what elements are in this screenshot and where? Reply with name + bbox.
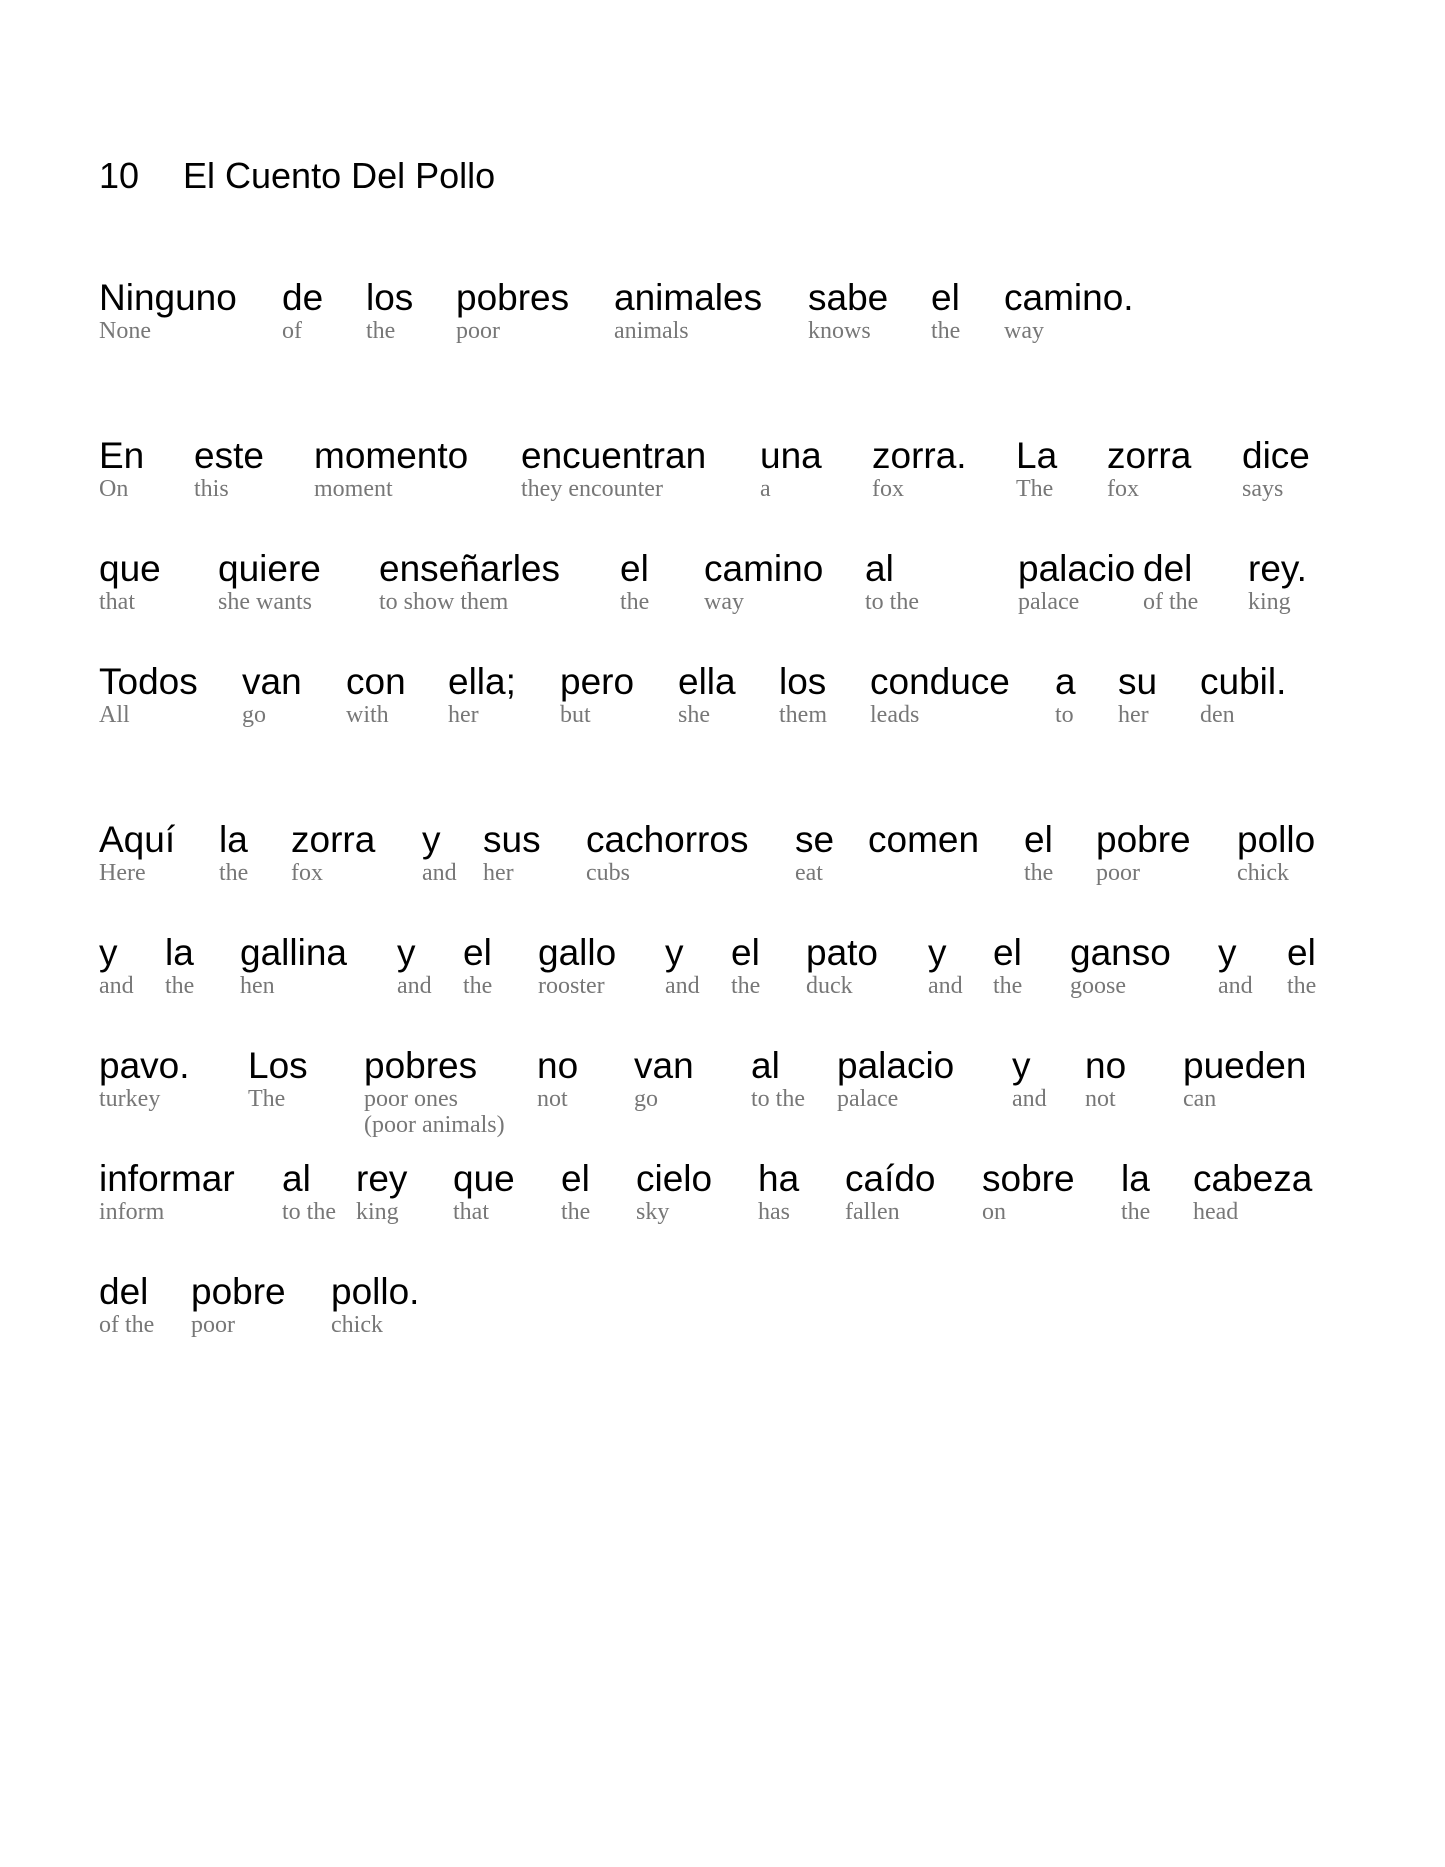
text-line — [0, 1272, 1445, 1352]
english-gloss: on — [982, 1199, 1006, 1225]
word-pair — [99, 820, 175, 886]
spanish-word: rey — [356, 1158, 408, 1199]
word-pair — [248, 1046, 308, 1112]
english-gloss: the — [366, 318, 396, 344]
spanish-word: camino — [704, 548, 824, 589]
english-gloss: the — [931, 318, 961, 344]
word-pair — [1107, 436, 1191, 502]
word-pair — [1193, 1159, 1312, 1225]
spanish-word: caído — [845, 1158, 936, 1199]
english-gloss: and — [1218, 973, 1253, 999]
word-pair — [483, 820, 541, 886]
text-line — [0, 1159, 1445, 1239]
word-pair — [99, 1272, 154, 1338]
text-line — [0, 820, 1445, 900]
word-pair — [1287, 933, 1316, 999]
spanish-word: rey. — [1248, 548, 1307, 589]
english-gloss: the — [1287, 973, 1317, 999]
english-gloss: way — [704, 589, 744, 615]
english-gloss: goose — [1070, 973, 1126, 999]
english-gloss: chick — [331, 1312, 383, 1338]
spanish-word: y — [1012, 1045, 1031, 1086]
word-pair — [837, 1046, 954, 1112]
spanish-word: gallo — [538, 932, 617, 973]
spanish-word: y — [1218, 932, 1237, 973]
english-gloss: that — [99, 589, 135, 615]
spanish-word: cachorros — [586, 819, 749, 860]
spanish-word: el — [561, 1158, 590, 1199]
english-gloss: she — [678, 702, 710, 728]
spanish-word: a — [1055, 661, 1076, 702]
word-pair — [1070, 933, 1171, 999]
word-pair — [1024, 820, 1053, 886]
spanish-word: cubil. — [1200, 661, 1287, 702]
spanish-word: los — [779, 661, 827, 702]
spanish-word: el — [620, 548, 649, 589]
spanish-word: palacio — [1018, 548, 1136, 589]
word-pair — [634, 1046, 694, 1112]
spanish-word: este — [194, 435, 264, 476]
english-gloss: the — [219, 860, 249, 886]
english-gloss: but — [560, 702, 591, 728]
spanish-word: el — [1024, 819, 1053, 860]
word-pair — [314, 436, 468, 502]
english-gloss: hen — [240, 973, 275, 999]
spanish-word: no — [1085, 1045, 1127, 1086]
word-pair — [99, 933, 134, 999]
word-pair — [291, 820, 375, 886]
english-gloss: None — [99, 318, 151, 344]
word-pair — [614, 278, 762, 344]
spanish-word: ha — [758, 1158, 800, 1199]
spanish-word: el — [463, 932, 492, 973]
english-gloss: poor ones — [364, 1086, 458, 1112]
spanish-word: comen — [868, 819, 980, 860]
english-gloss: the — [731, 973, 761, 999]
spanish-word: zorra. — [872, 435, 967, 476]
spanish-word: encuentran — [521, 435, 707, 476]
word-pair — [1085, 1046, 1126, 1112]
spanish-word: el — [1287, 932, 1316, 973]
word-pair — [808, 278, 888, 344]
word-pair — [795, 820, 834, 886]
spanish-word: no — [537, 1045, 579, 1086]
word-pair — [868, 820, 979, 886]
english-gloss: of — [282, 318, 302, 344]
english-gloss: to the — [282, 1199, 336, 1225]
english-gloss: to show them — [379, 589, 509, 615]
english-gloss: not — [537, 1086, 568, 1112]
english-gloss: The — [248, 1086, 286, 1112]
spanish-word: pato — [806, 932, 879, 973]
word-pair — [561, 1159, 590, 1225]
word-pair — [1118, 662, 1157, 728]
word-pair — [99, 1046, 190, 1112]
word-pair — [242, 662, 302, 728]
english-gloss: they encounter — [521, 476, 663, 502]
english-gloss: fallen — [845, 1199, 900, 1225]
spanish-word: pero — [560, 661, 635, 702]
english-gloss: of the — [1143, 589, 1199, 615]
spanish-word: cabeza — [1193, 1158, 1313, 1199]
word-pair — [282, 1159, 336, 1225]
spanish-word: quiere — [218, 548, 321, 589]
word-pair — [99, 1159, 235, 1225]
word-pair — [99, 436, 144, 502]
english-gloss: go — [242, 702, 266, 728]
english-gloss: and — [1012, 1086, 1047, 1112]
spanish-word: zorra — [1107, 435, 1192, 476]
word-pair — [560, 662, 634, 728]
english-gloss: them — [779, 702, 827, 728]
spanish-word: se — [795, 819, 835, 860]
english-gloss: den — [1200, 702, 1235, 728]
spanish-word: cielo — [636, 1158, 713, 1199]
word-pair — [779, 662, 827, 728]
page-number: 10 — [99, 155, 140, 196]
english-gloss: fox — [291, 860, 323, 886]
spanish-word: del — [1143, 548, 1193, 589]
english-gloss: way — [1004, 318, 1044, 344]
word-pair — [931, 278, 960, 344]
english-gloss: Here — [99, 860, 146, 886]
word-pair — [586, 820, 748, 886]
english-gloss: rooster — [538, 973, 605, 999]
spanish-word: La — [1016, 435, 1058, 476]
spanish-word: pavo. — [99, 1045, 190, 1086]
spanish-word: pollo. — [331, 1271, 420, 1312]
spanish-word: y — [397, 932, 416, 973]
english-gloss: inform — [99, 1199, 165, 1225]
english-gloss: her — [1118, 702, 1149, 728]
english-gloss: poor — [191, 1312, 235, 1338]
spanish-word: van — [242, 661, 302, 702]
word-pair — [538, 933, 616, 999]
english-gloss: has — [758, 1199, 790, 1225]
word-pair — [331, 1272, 419, 1338]
english-gloss-note: (poor animals) — [364, 1112, 505, 1138]
word-pair — [448, 662, 516, 728]
word-pair — [397, 933, 432, 999]
english-gloss: and — [665, 973, 700, 999]
word-pair — [463, 933, 492, 999]
english-gloss: the — [620, 589, 650, 615]
text-line — [0, 662, 1445, 742]
word-pair — [194, 436, 264, 502]
word-pair — [1096, 820, 1191, 886]
word-pair — [1121, 1159, 1150, 1225]
text-line — [0, 933, 1445, 1013]
spanish-word: al — [751, 1045, 780, 1086]
english-gloss: poor — [1096, 860, 1140, 886]
english-gloss: her — [483, 860, 514, 886]
page-title: El Cuento Del Pollo — [183, 155, 496, 196]
english-gloss: she wants — [218, 589, 312, 615]
spanish-word: pobre — [1096, 819, 1191, 860]
spanish-word: y — [422, 819, 441, 860]
word-pair — [870, 662, 1010, 728]
english-gloss: the — [1024, 860, 1054, 886]
english-gloss: to the — [865, 589, 919, 615]
text-line — [0, 278, 1445, 358]
spanish-word: la — [1121, 1158, 1150, 1199]
word-pair — [1242, 436, 1310, 502]
spanish-word: al — [282, 1158, 311, 1199]
spanish-word: informar — [99, 1158, 235, 1199]
spanish-word: y — [928, 932, 947, 973]
word-pair — [1200, 662, 1286, 728]
spanish-word: pueden — [1183, 1045, 1307, 1086]
spanish-word: palacio — [837, 1045, 955, 1086]
english-gloss: fox — [872, 476, 904, 502]
word-pair — [806, 933, 878, 999]
word-pair — [521, 436, 706, 502]
english-gloss: to the — [751, 1086, 805, 1112]
english-gloss: the — [561, 1199, 591, 1225]
spanish-word: sabe — [808, 277, 889, 318]
word-pair — [219, 820, 248, 886]
word-pair — [1018, 549, 1135, 615]
spanish-word: el — [993, 932, 1022, 973]
text-line — [0, 1045, 1445, 1138]
english-gloss: and — [422, 860, 457, 886]
word-pair — [456, 278, 569, 344]
spanish-word: Aquí — [99, 819, 176, 860]
spanish-word: pobres — [456, 277, 570, 318]
spanish-word: que — [453, 1158, 515, 1199]
english-gloss: palace — [1018, 589, 1080, 615]
english-gloss: head — [1193, 1199, 1239, 1225]
word-pair — [1237, 820, 1315, 886]
english-gloss: king — [356, 1199, 399, 1225]
word-pair — [218, 549, 321, 615]
word-pair — [364, 1046, 505, 1138]
spanish-word: momento — [314, 435, 469, 476]
spanish-word: de — [282, 277, 324, 318]
english-gloss: to — [1055, 702, 1074, 728]
english-gloss: and — [99, 973, 134, 999]
spanish-word: gallina — [240, 932, 347, 973]
spanish-word: dice — [1242, 435, 1310, 476]
spanish-word: Los — [248, 1045, 308, 1086]
word-pair — [982, 1159, 1075, 1225]
word-pair — [379, 549, 560, 615]
word-pair — [872, 436, 967, 502]
word-pair — [99, 662, 198, 728]
word-pair — [356, 1159, 407, 1225]
word-pair — [1055, 662, 1076, 728]
spanish-word: conduce — [870, 661, 1010, 702]
english-gloss: her — [448, 702, 479, 728]
word-pair — [928, 933, 963, 999]
word-pair — [422, 820, 457, 886]
english-gloss: the — [1121, 1199, 1151, 1225]
spanish-word: Ninguno — [99, 277, 237, 318]
spanish-word: sus — [483, 819, 541, 860]
word-pair — [282, 278, 323, 344]
english-gloss: cubs — [586, 860, 630, 886]
word-pair — [1218, 933, 1253, 999]
word-pair — [99, 549, 161, 615]
english-gloss: The — [1016, 476, 1054, 502]
word-pair — [1016, 436, 1057, 502]
word-pair — [678, 662, 736, 728]
spanish-word: el — [931, 277, 960, 318]
word-pair — [636, 1159, 712, 1225]
word-pair — [1004, 278, 1134, 344]
english-gloss: chick — [1237, 860, 1289, 886]
word-pair — [1143, 549, 1198, 615]
english-gloss: leads — [870, 702, 920, 728]
word-pair — [1248, 549, 1307, 615]
english-gloss: and — [397, 973, 432, 999]
spanish-word: del — [99, 1271, 149, 1312]
spanish-word: pobres — [364, 1045, 478, 1086]
english-gloss: palace — [837, 1086, 899, 1112]
word-pair — [758, 1159, 799, 1225]
english-gloss: says — [1242, 476, 1284, 502]
spanish-word: sobre — [982, 1158, 1075, 1199]
word-pair — [346, 662, 406, 728]
english-gloss: sky — [636, 1199, 670, 1225]
english-gloss: and — [928, 973, 963, 999]
english-gloss — [868, 860, 979, 886]
word-pair — [665, 933, 700, 999]
english-gloss: the — [165, 973, 195, 999]
word-pair — [751, 1046, 805, 1112]
spanish-word: enseñarles — [379, 548, 561, 589]
english-gloss: that — [453, 1199, 489, 1225]
english-gloss: can — [1183, 1086, 1217, 1112]
spanish-word: En — [99, 435, 145, 476]
spanish-word: una — [760, 435, 822, 476]
english-gloss: duck — [806, 973, 853, 999]
spanish-word: su — [1118, 661, 1158, 702]
english-gloss: animals — [614, 318, 689, 344]
text-line — [0, 436, 1445, 516]
word-pair — [993, 933, 1022, 999]
word-pair — [845, 1159, 936, 1225]
english-gloss: moment — [314, 476, 393, 502]
english-gloss: knows — [808, 318, 871, 344]
spanish-word: camino. — [1004, 277, 1134, 318]
spanish-word: zorra — [291, 819, 376, 860]
english-gloss: poor — [456, 318, 500, 344]
word-pair — [704, 549, 823, 615]
english-gloss: the — [993, 973, 1023, 999]
english-gloss: a — [760, 476, 771, 502]
english-gloss: All — [99, 702, 130, 728]
spanish-word: Todos — [99, 661, 198, 702]
english-gloss: the — [463, 973, 493, 999]
word-pair — [366, 278, 413, 344]
word-pair — [165, 933, 194, 999]
english-gloss: this — [194, 476, 229, 502]
english-gloss: with — [346, 702, 389, 728]
word-pair — [731, 933, 760, 999]
english-gloss: On — [99, 476, 129, 502]
spanish-word: al — [865, 548, 894, 589]
spanish-word: la — [165, 932, 194, 973]
word-pair — [240, 933, 347, 999]
spanish-word: el — [731, 932, 760, 973]
spanish-word: pollo — [1237, 819, 1316, 860]
word-pair — [865, 549, 919, 615]
spanish-word: animales — [614, 277, 763, 318]
spanish-word: van — [634, 1045, 694, 1086]
spanish-word: ganso — [1070, 932, 1171, 973]
english-gloss: king — [1248, 589, 1291, 615]
english-gloss: fox — [1107, 476, 1139, 502]
word-pair — [191, 1272, 286, 1338]
english-gloss: eat — [795, 860, 823, 886]
spanish-word: y — [99, 932, 118, 973]
word-pair — [537, 1046, 578, 1112]
spanish-word: la — [219, 819, 248, 860]
spanish-word: los — [366, 277, 414, 318]
word-pair — [620, 549, 649, 615]
english-gloss: turkey — [99, 1086, 161, 1112]
spanish-word: pobre — [191, 1271, 286, 1312]
english-gloss: not — [1085, 1086, 1116, 1112]
english-gloss: go — [634, 1086, 658, 1112]
spanish-word: ella; — [448, 661, 516, 702]
word-pair — [99, 278, 237, 344]
word-pair — [453, 1159, 515, 1225]
spanish-word: y — [665, 932, 684, 973]
text-line — [0, 549, 1445, 629]
spanish-word: con — [346, 661, 406, 702]
spanish-word: ella — [678, 661, 736, 702]
word-pair — [1012, 1046, 1047, 1112]
word-pair — [760, 436, 822, 502]
spanish-word: que — [99, 548, 161, 589]
word-pair — [1183, 1046, 1306, 1112]
english-gloss: of the — [99, 1312, 155, 1338]
